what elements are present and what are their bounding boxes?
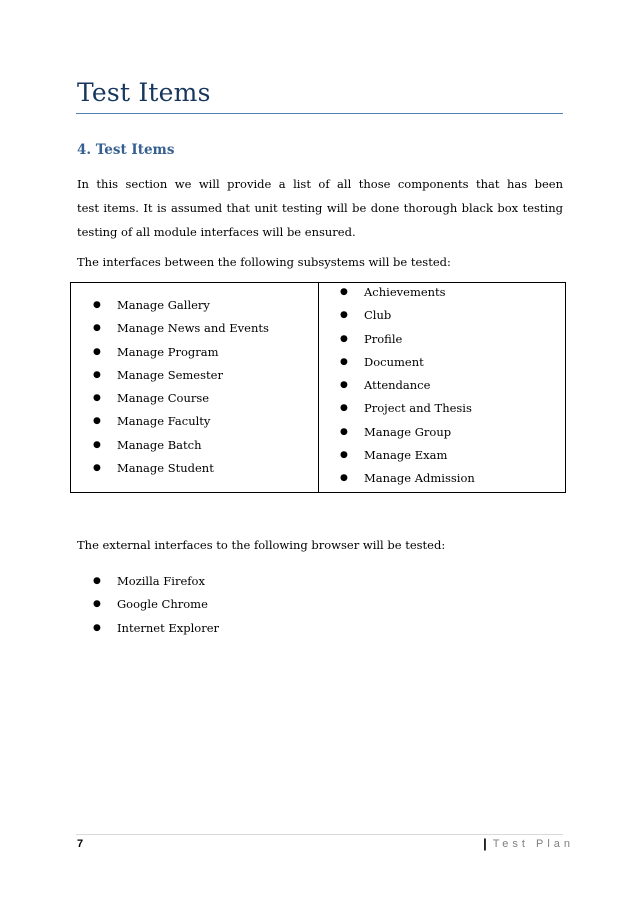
bullet-icon: ● [93, 323, 101, 334]
list-item-label: Manage Admission [364, 471, 475, 486]
bullet-icon: ● [340, 426, 348, 437]
list-item-label: Internet Explorer [117, 620, 220, 635]
interfaces-intro: The interfaces between the following subsystems will be tested: [77, 255, 451, 269]
list-item [340, 351, 475, 374]
list-item [93, 593, 219, 616]
title-underline [76, 113, 563, 114]
list-item-label: Manage Gallery [117, 298, 210, 312]
bullet-icon: ● [340, 403, 348, 414]
bullet-icon: ● [340, 287, 348, 297]
intro-line: testing of all module interfaces will be ensured. [77, 225, 356, 239]
section-heading: 4. Test Items [77, 142, 175, 158]
bullet-icon: ● [340, 356, 348, 367]
list-item [93, 364, 269, 387]
page-title: Test Items [77, 78, 211, 107]
bullet-icon: ● [340, 380, 348, 391]
footer-doc-title [483, 836, 574, 851]
bullet-icon: ● [93, 463, 101, 474]
list-item [93, 387, 269, 410]
list-item [340, 328, 475, 351]
list-item [93, 294, 269, 317]
footer-separator: | [483, 836, 487, 851]
list-item-label: Attendance [364, 378, 431, 393]
list-item [340, 397, 475, 420]
intro-paragraph [77, 172, 563, 244]
list-item [93, 317, 269, 340]
list-item-label: Manage Group [364, 424, 452, 439]
bullet-icon: ● [93, 393, 101, 404]
list-item-label: Manage Program [117, 344, 219, 359]
external-intro: The external interfaces to the following browser will be tested: [77, 538, 446, 552]
browser-list [93, 570, 219, 640]
bullet-icon: ● [340, 333, 348, 344]
list-item-label: Manage Batch [117, 437, 202, 452]
list-item [340, 467, 475, 490]
bullet-icon: ● [340, 473, 348, 484]
list-item-label: Mozilla Firefox [117, 574, 205, 588]
subsystems-left-list [93, 294, 269, 480]
bullet-icon: ● [93, 599, 101, 610]
list-item-label: Manage Student [117, 461, 214, 476]
bullet-icon: ● [93, 416, 101, 427]
list-item [340, 304, 475, 327]
bullet-icon: ● [340, 310, 348, 321]
list-item [93, 570, 219, 593]
page-number: 7 [77, 838, 84, 850]
bullet-icon: ● [93, 576, 101, 586]
bullet-icon: ● [93, 300, 101, 310]
list-item [340, 374, 475, 397]
list-item-label: Achievements [364, 285, 446, 299]
list-item [340, 281, 475, 304]
footer-divider [76, 834, 563, 835]
list-item-label: Profile [364, 331, 403, 346]
list-item-label: Club [364, 308, 392, 323]
bullet-icon: ● [93, 346, 101, 357]
list-item-label: Manage Semester [117, 367, 223, 382]
list-item-label: Manage News and Events [117, 321, 269, 336]
list-item-label: Manage Faculty [117, 414, 211, 429]
bullet-icon: ● [93, 369, 101, 380]
bullet-icon: ● [340, 450, 348, 461]
list-item-label: Document [364, 354, 424, 369]
list-item [93, 457, 269, 480]
list-item [93, 617, 219, 640]
list-item-label: Manage Exam [364, 448, 448, 463]
list-item [340, 444, 475, 467]
table-column-divider [318, 282, 319, 493]
intro-line: test items. It is assumed that unit testing will be done thorough black box testing [77, 201, 563, 215]
subsystems-right-list [340, 281, 475, 491]
list-item [340, 421, 475, 444]
list-item [93, 434, 269, 457]
intro-line: In this section we will provide a list of all those components that has been [77, 177, 563, 191]
list-item [93, 341, 269, 364]
list-item-label: Google Chrome [117, 597, 208, 612]
bullet-icon: ● [93, 439, 101, 450]
list-item-label: Project and Thesis [364, 401, 472, 416]
footer-title: Test Plan [492, 837, 574, 850]
list-item [93, 410, 269, 433]
bullet-icon: ● [93, 622, 101, 633]
list-item-label: Manage Course [117, 391, 210, 406]
